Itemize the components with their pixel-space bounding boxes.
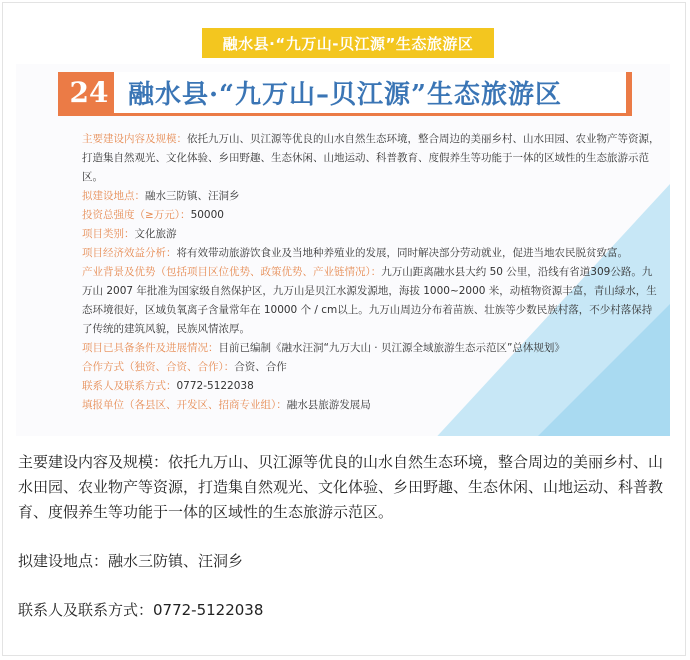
detail-label: 主要建设内容及规模： [82,133,187,145]
detail-row [82,244,662,263]
detail-label: 拟建设地点： [82,190,145,202]
detail-row [82,225,662,244]
detail-row [82,358,662,377]
paragraph-scope: 主要建设内容及规模：依托九万山、贝江源等优良的山水自然生态环境，整合周边的美丽乡村、山水田园、农业物产等资源，打造集自然观光、文化体验、乡田野趣、生态休闲、山地运动、科普教育、度假养生等功能于一体的区域性的生态旅游示范区。 [18,453,664,521]
detail-row [82,339,662,358]
detail-value: 0772-5122038 [176,380,254,392]
detail-label: 产业背景及优势（包括项目区位优势、政策优势、产业链情况）： [82,266,382,278]
detail-label: 投资总强度（≥万元）： [82,209,191,221]
project-card [16,64,670,436]
detail-value: 九万山距离融水县大约 50 公里，沿线有省道309公路。九万山 2007 年批准为国家级自然保护区，九万山是贝江水源发源地，海拔 1000~2000 米，动植物资源丰富，青山绿水，生态环境很好，区域负氧离子含量常年在 10000 个 / cm以上。九万山周边分布着苗族、壮族等少数民族村落，不少村落保持了传统的建筑风貌，民族风情浓厚。 [82,266,657,335]
article-body [18,450,672,623]
detail-value: 50000 [190,209,224,221]
detail-value: 文化旅游 [134,228,177,240]
detail-row [82,263,662,339]
detail-label: 填报单位（各县区、开发区、招商专业组）： [82,399,287,411]
detail-label: 项目已具备条件及进展情况： [82,342,219,354]
detail-value: 合资、合作 [234,361,287,373]
detail-label: 合作方式（独资、合资、合作）： [82,361,235,373]
badge-title: 融水县·“九万山-贝江源”生态旅游区 [202,28,494,58]
detail-value: 融水县旅游发展局 [286,399,371,411]
detail-value: 目前已编制《融水汪洞“九万大山 · 贝江源全域旅游生态示范区”总体规划》 [218,342,565,354]
paragraph-location: 拟建设地点：融水三防镇、汪洞乡 [18,552,244,570]
paragraph-contact: 联系人及联系方式：0772-5122038 [18,601,264,619]
project-number: 24 [64,72,114,113]
detail-value: 将有效带动旅游饮食业及当地种养殖业的发展，同时解决部分劳动就业，促进当地农民脱贫致富。 [176,247,628,259]
detail-row [82,187,662,206]
detail-row [82,396,662,415]
detail-value: 融水三防镇、汪洞乡 [145,190,240,202]
detail-row [82,206,662,225]
detail-row [82,377,662,396]
card-header [58,72,632,116]
card-title: 融水县·“九万山–贝江源”生态旅游区 [128,80,562,110]
project-details [82,130,662,415]
detail-label: 项目经济效益分析： [82,247,177,259]
detail-label: 项目类别： [82,228,135,240]
detail-value: 依托九万山、贝江源等优良的山水自然生态环境，整合周边的美丽乡村、山水田园、农业物产等资源，打造集自然观光、文化体验、乡田野趣、生态休闲、山地运动、科普教育、度假养生等功能于一体的区域性的生态旅游示范区。 [82,133,660,183]
detail-label: 联系人及联系方式： [82,380,177,392]
detail-row [82,130,662,187]
